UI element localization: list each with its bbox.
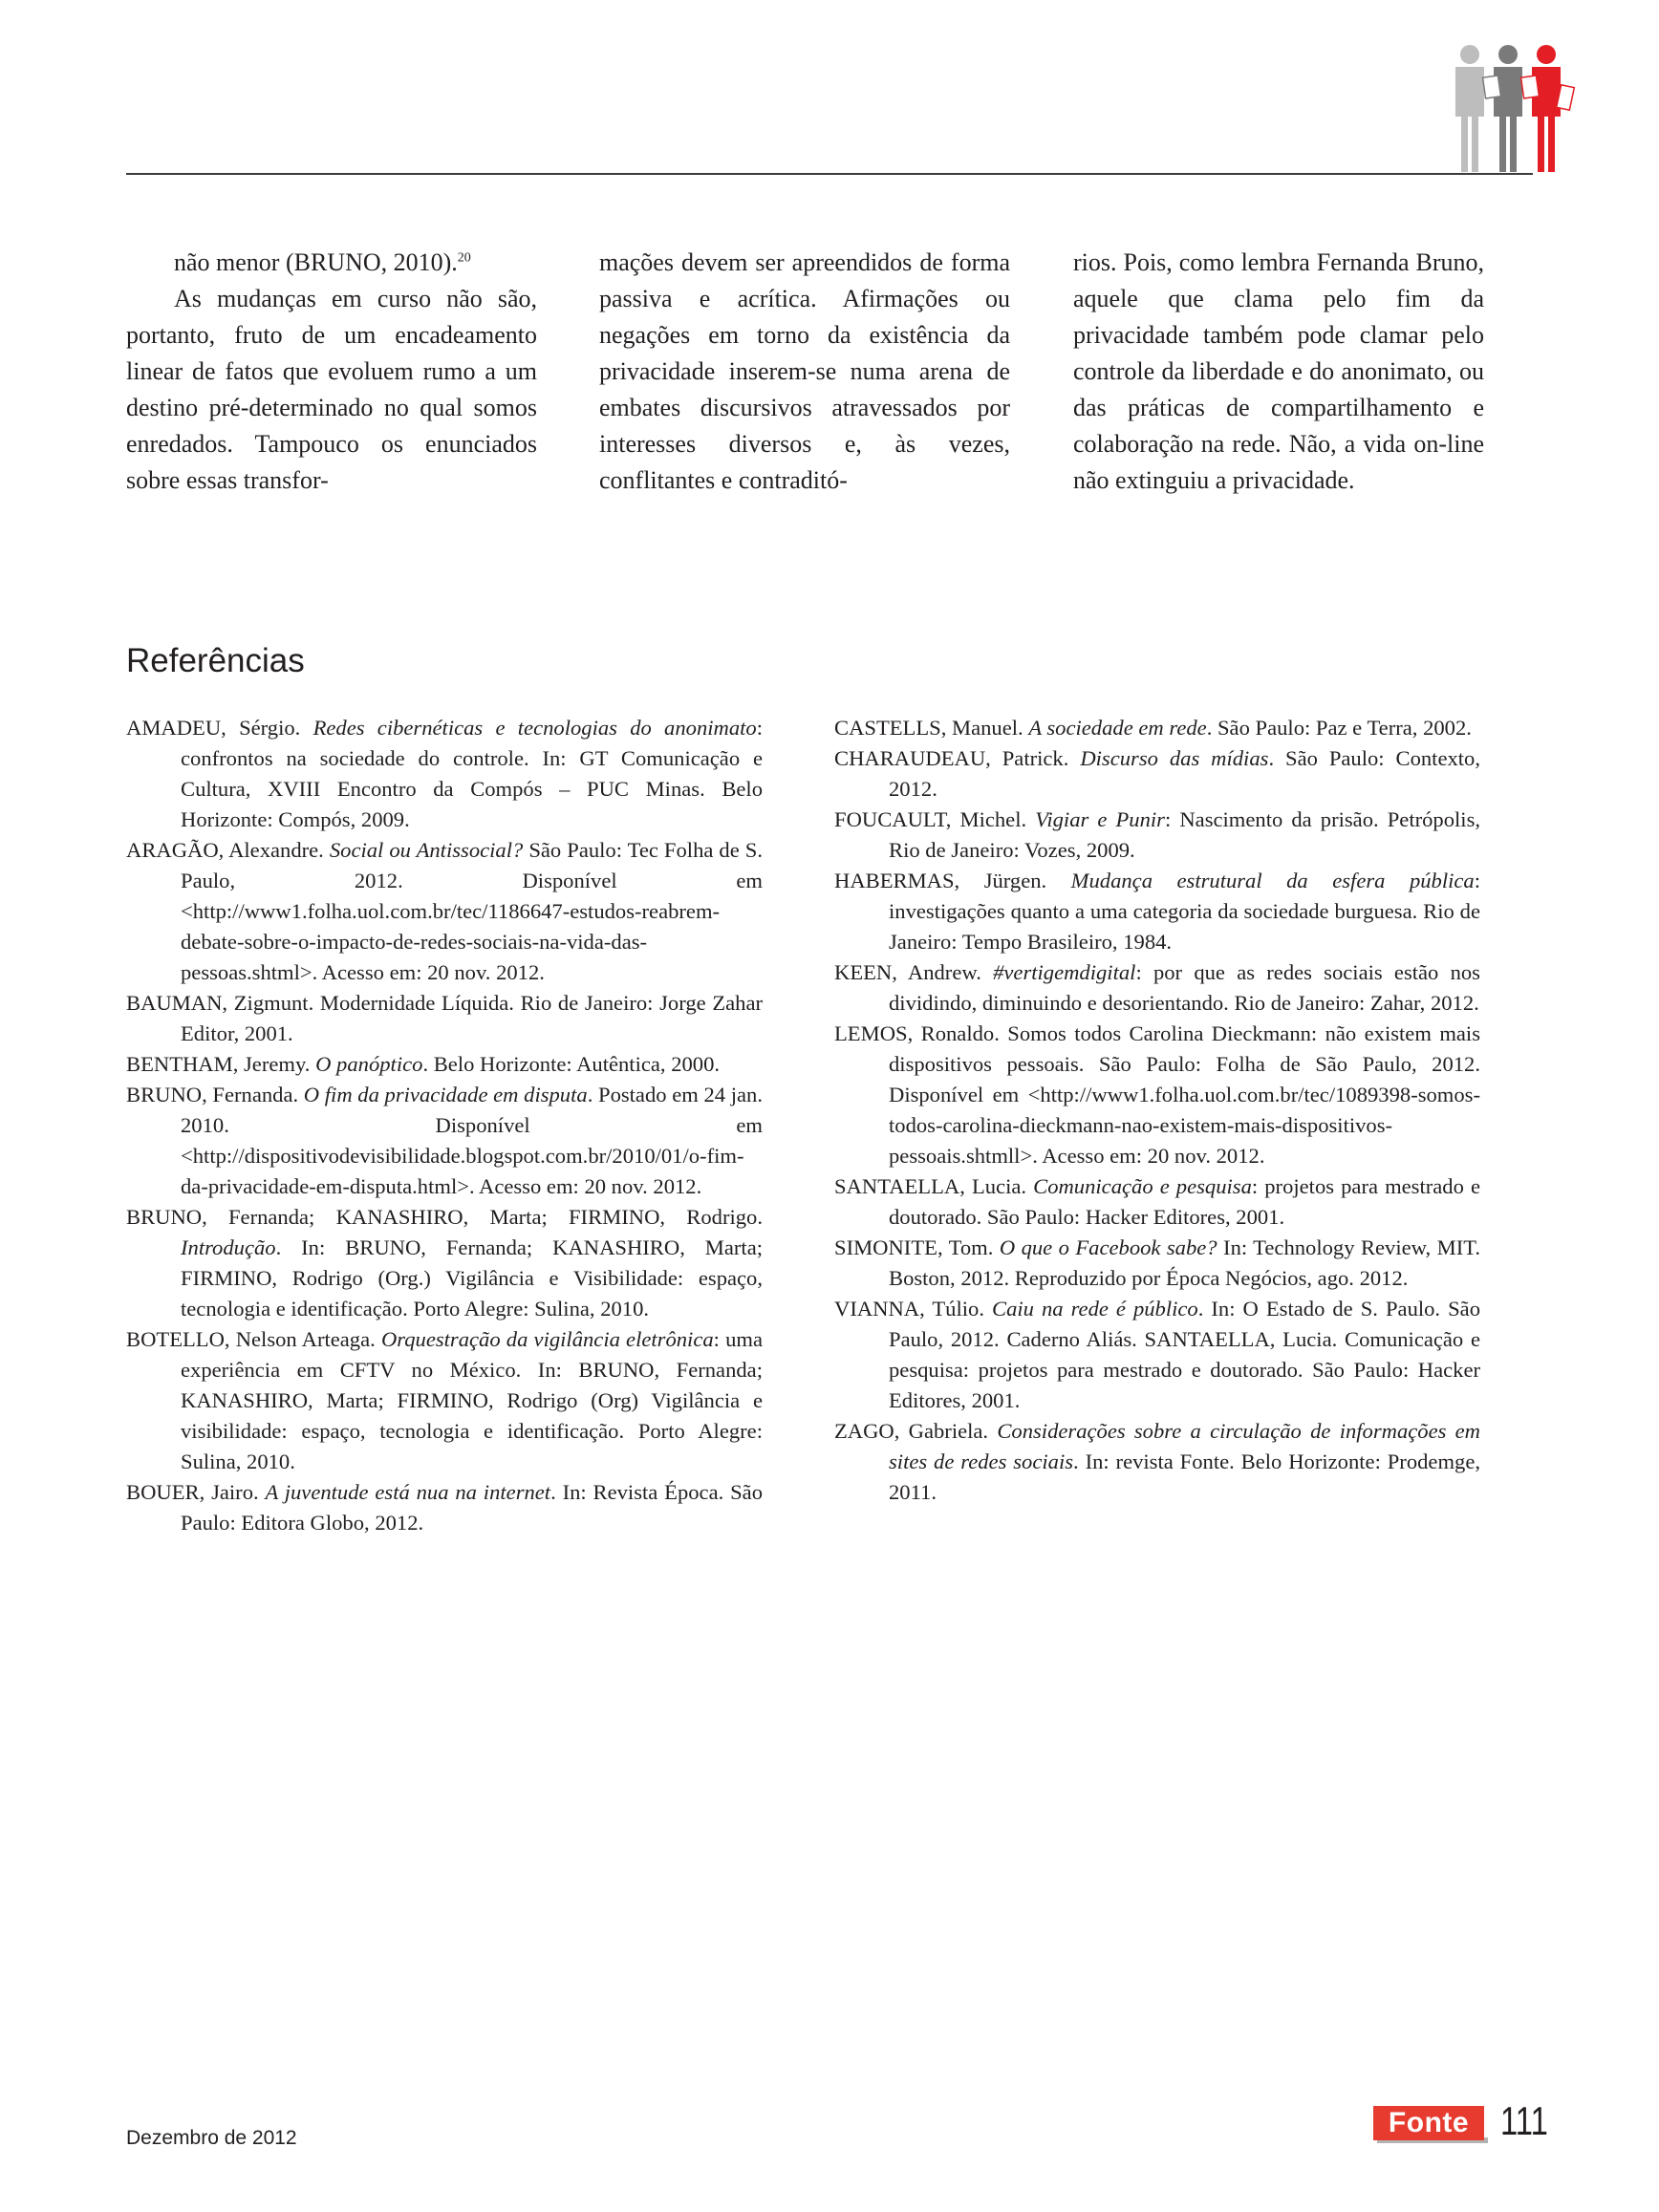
reference-entry: SIMONITE, Tom. O que o Facebook sabe? In: Technology Review, MIT. Boston, 2012. Reproduzido por Época Negócios, ago. 2012. [834, 1235, 1480, 1290]
reference-entry: BOTELLO, Nelson Arteaga. Orquestração da vigilância eletrônica: uma experiência em CFTV no México. In: BRUNO, Fernanda; KANASHIRO, Marta; FIRMINO, Rodrigo (Org) Vigilância e visibilidade: espaço, tecnologia e identificação. Porto Alegre: Sulina, 2010. [126, 1327, 763, 1473]
reference-entry: CHARAUDEAU, Patrick. Discurso das mídias. São Paulo: Contexto, 2012. [834, 746, 1481, 801]
body-paragraph: rios. Pois, como lembra Fernanda Bruno, aquele que clama pelo fim da privacidade também pode clamar pelo controle da liberdade e do anonimato, ou das práticas de compartilhamento e colaboração na rede. Não, a vida on-line não extinguiu a privacidade. [1073, 248, 1484, 494]
body-paragraph: As mudanças em curso não são, portanto, fruto de um encadeamento linear de fatos que evoluem rumo a um destino pré-determinado no qual somos enredados. Tampouco os enunciados sobre essas transfor- [126, 285, 537, 494]
reference-entry: FOUCAULT, Michel. Vigiar e Punir: Nascimento da prisão. Petrópolis, Rio de Janeiro: Vozes, 2009. [834, 807, 1481, 862]
footnote-ref: 20 [457, 250, 471, 266]
people-figures-icon [1448, 44, 1587, 174]
footer-date: Dezembro de 2012 [126, 2127, 297, 2149]
body-column-1 [126, 245, 537, 499]
reference-entry: HABERMAS, Jürgen. Mudança estrutural da esfera pública: investigações quanto a uma categoria da sociedade burguesa. Rio de Janeiro: Tempo Brasileiro, 1984. [834, 869, 1480, 954]
body-column-2 [599, 245, 1010, 499]
reference-entry: KEEN, Andrew. #vertigemdigital: por que as redes sociais estão nos dividindo, diminuindo e desorientando. Rio de Janeiro: Zahar, 2012. [834, 960, 1480, 1015]
references-right-column [834, 713, 1480, 1508]
header-rule [126, 173, 1533, 175]
reference-entry: BAUMAN, Zigmunt. Modernidade Líquida. Rio de Janeiro: Jorge Zahar Editor, 2001. [126, 991, 763, 1045]
body-column-3 [1073, 245, 1484, 499]
reference-entry: BOUER, Jairo. A juventude está nua na internet. In: Revista Época. São Paulo: Editora Globo, 2012. [126, 1480, 763, 1535]
reference-entry: AMADEU, Sérgio. Redes cibernéticas e tecnologias do anonimato: confrontos na sociedade do controle. In: GT Comunicação e Cultura, XVIII Encontro da Compós – PUC Minas. Belo Horizonte: Compós, 2009. [126, 716, 763, 831]
reference-entry: CASTELLS, Manuel. A sociedade em rede. São Paulo: Paz e Terra, 2002. [834, 716, 1472, 740]
reference-entry: ARAGÃO, Alexandre. Social ou Antissocial? São Paulo: Tec Folha de S. Paulo, 2012. Disponível em <http://www1.folha.uol.com.br/tec/1186647-estudos-reabrem-debate-sobre-o-impacto-de-redes-sociais-na-vida-das-pessoas.shtml>. Acesso em: 20 nov. 2012. [126, 838, 763, 984]
reference-entry: ZAGO, Gabriela. Considerações sobre a circulação de informações em sites de redes sociais. In: revista Fonte. Belo Horizonte: Prodemge, 2011. [834, 1419, 1480, 1504]
reference-entry: BRUNO, Fernanda. O fim da privacidade em disputa. Postado em 24 jan. 2010. Disponível em <http://dispositivodevisibilidade.blogspot.com.br/2010/01/o-fim-da-privacidade-em-disputa.html>. Acesso em: 20 nov. 2012. [126, 1083, 763, 1198]
page-number: 111 [1500, 2098, 1548, 2143]
reference-entry: BENTHAM, Jeremy. O panóptico. Belo Horizonte: Autêntica, 2000. [126, 1052, 721, 1076]
body-paragraph: mações devem ser apreendidos de forma passiva e acrítica. Afirmações ou negações em torno da existência da privacidade inserem-se numa arena de embates discursivos atravessados por interesses diversos e, às vezes, conflitantes e contraditó- [599, 248, 1010, 494]
references-heading: Referências [126, 642, 305, 679]
reference-entry: BRUNO, Fernanda; KANASHIRO, Marta; FIRMINO, Rodrigo. Introdução. In: BRUNO, Fernanda; KANASHIRO, Marta; FIRMINO, Rodrigo (Org.) Vigilância e Visibilidade: espaço, tecnologia e identificação. Porto Alegre: Sulina, 2010. [126, 1205, 763, 1321]
brand-badge: Fonte [1373, 2106, 1484, 2140]
reference-entry: LEMOS, Ronaldo. Somos todos Carolina Dieckmann: não existem mais dispositivos pessoais. São Paulo: Folha de São Paulo, 2012. Disponível em <http://www1.folha.uol.com.br/tec/1089398-somos-todos-carolina-dieckmann-nao-existem-mais-dispositivos-pessoais.shtmll>. Acesso em: 20 nov. 2012. [834, 1021, 1480, 1168]
references-left-column [126, 713, 763, 1538]
body-paragraph: não menor (BRUNO, 2010).$^{20}$ [174, 248, 471, 276]
reference-entry: VIANNA, Túlio. Caiu na rede é público. In: O Estado de S. Paulo. São Paulo, 2012. Caderno Aliás. SANTAELLA, Lucia. Comunicação e pesquisa: projetos para mestrado e doutorado. São Paulo: Hacker Editores, 2001. [834, 1297, 1480, 1412]
reference-entry: SANTAELLA, Lucia. Comunicação e pesquisa: projetos para mestrado e doutorado. São Paulo: Hacker Editores, 2001. [834, 1174, 1480, 1229]
